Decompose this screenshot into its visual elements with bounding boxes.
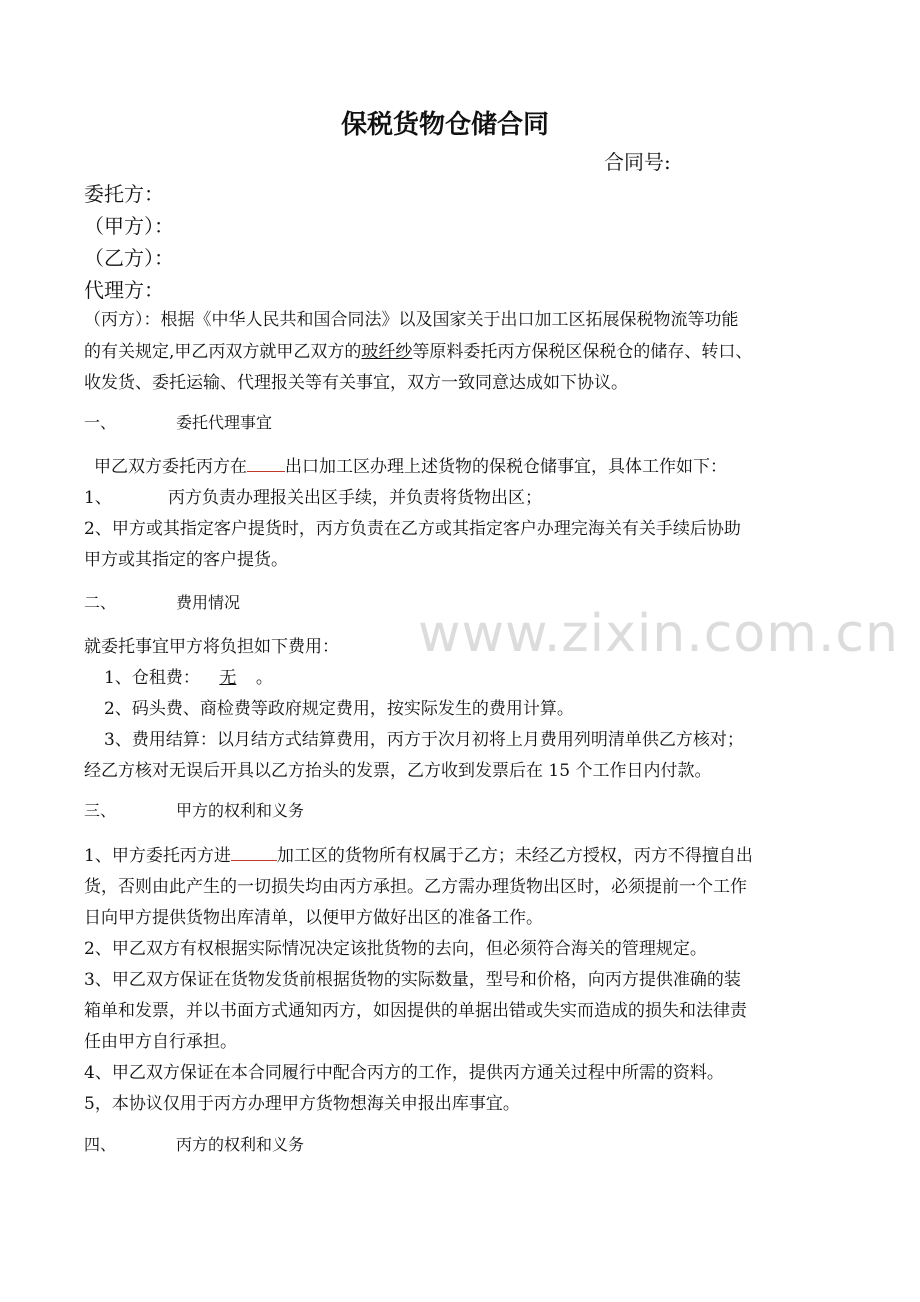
intro-line-2: [84, 337, 752, 362]
section-2-number: 二、: [84, 593, 117, 612]
party-a-label: （甲方）：: [84, 214, 174, 238]
intro-line-1: （丙方）：根据《中华人民共和国合同法》以及国家关于出口加工区拓展保税物流等功能: [84, 310, 739, 330]
section-3-title: 甲方的权利和义务: [176, 801, 305, 820]
section-3-item-5: 5，本协议仅用于丙方办理甲方货物想海关申报出库事宜。: [84, 1094, 520, 1114]
section-2-item-3-line-1: 3、费用结算：以月结方式结算费用，丙方于次月初将上月费用列明清单供乙方核对；: [104, 730, 744, 750]
zone-blank: [231, 860, 277, 861]
section-3-item-3-line-2: 箱单和发票，并以书面方式通知丙方，如因提供的单据出错或失实而造成的损失和法律责: [84, 1001, 747, 1021]
section-2-intro: 就委托事宜甲方将负担如下费用：: [84, 637, 339, 657]
party-b-label: （乙方）：: [84, 246, 174, 270]
section-4-title: 丙方的权利和义务: [176, 1135, 305, 1154]
section-3-item-1-line-3: 日向甲方提供货物出库清单，以便甲方做好出区的准备工作。: [84, 908, 543, 928]
contract-number-label: 合同号:: [604, 150, 671, 174]
section-3-item-3-line-1: 3、甲乙双方保证在货物发货前根据货物的实际数量，型号和价格，向丙方提供准确的装: [84, 970, 741, 990]
entrusting-party-label: 委托方：: [84, 182, 164, 206]
intro-line-2-end: 等原料委托丙方保税区保税仓的储存、转口、: [412, 342, 753, 362]
section-3-item-1-line-1: [84, 841, 753, 866]
section-3-item-1-end: 加工区的货物所有权属于乙方；未经乙方授权，丙方不得擅自出: [276, 846, 753, 866]
section-2-title: 费用情况: [176, 593, 241, 612]
section-3-item-1-start: 1、甲方委托丙方进: [84, 846, 231, 866]
section-1-item-1-number: 1、: [84, 488, 112, 508]
section-1-item-1: 丙方负责办理报关出区手续，并负责将货物出区；: [168, 488, 542, 508]
section-3-item-1-line-2: 货，否则由此产生的一切损失均由丙方承担。乙方需办理货物出区时，必须提前一个工作: [84, 877, 747, 897]
intro-line-2-start: 的有关规定,甲乙丙双方就甲乙双方的: [84, 342, 362, 362]
material-name: 玻纤纱: [361, 342, 413, 362]
section-3-item-4: 4、甲乙双方保证在本合同履行中配合丙方的工作，提供丙方通关过程中所需的资料。: [84, 1063, 724, 1083]
storage-fee-value: 无: [219, 668, 237, 688]
section-1-item-2-line-1: 2、甲方或其指定客户提货时，丙方负责在乙方或其指定客户办理完海关有关手续后协助: [84, 519, 741, 539]
storage-fee-end: 。: [255, 668, 273, 688]
storage-fee-label: 1、仓租费：: [104, 668, 200, 688]
section-2-item-2: 2、码头费、商检费等政府规定费用，按实际发生的费用计算。: [104, 699, 574, 719]
section-2-item-1: [104, 663, 273, 688]
section-3-number: 三、: [84, 801, 117, 820]
watermark: www.zixin.com.cn: [418, 604, 899, 664]
section-3-item-2: 2、甲乙双方有权根据实际情况决定该批货物的去向，但必须符合海关的管理规定。: [84, 939, 707, 959]
section-1-title: 委托代理事宜: [176, 413, 273, 432]
location-blank: [247, 471, 285, 472]
intro-line-3: 收发货、委托运输、代理报关等有关事宜，双方一致同意达成如下协议。: [84, 373, 628, 393]
section-1-item-2-line-2: 甲方或其指定的客户提货。: [84, 550, 288, 570]
section-1-paragraph-start: 甲乙双方委托丙方在: [94, 457, 247, 477]
section-3-item-3-line-3: 任由甲方自行承担。: [84, 1032, 237, 1052]
document-title: 保税货物仓储合同: [340, 110, 549, 140]
section-1-number: 一、: [84, 413, 117, 432]
section-2-item-3-line-2: 经乙方核对无误后开具以乙方抬头的发票，乙方收到发票后在 15 个工作日内付款。: [84, 761, 712, 781]
section-1-paragraph-end: 出口加工区办理上述货物的保税仓储事宜，具体工作如下：: [285, 457, 727, 477]
agent-party-label: 代理方：: [84, 278, 164, 302]
section-4-number: 四、: [84, 1135, 117, 1154]
section-1-paragraph: [94, 452, 727, 477]
